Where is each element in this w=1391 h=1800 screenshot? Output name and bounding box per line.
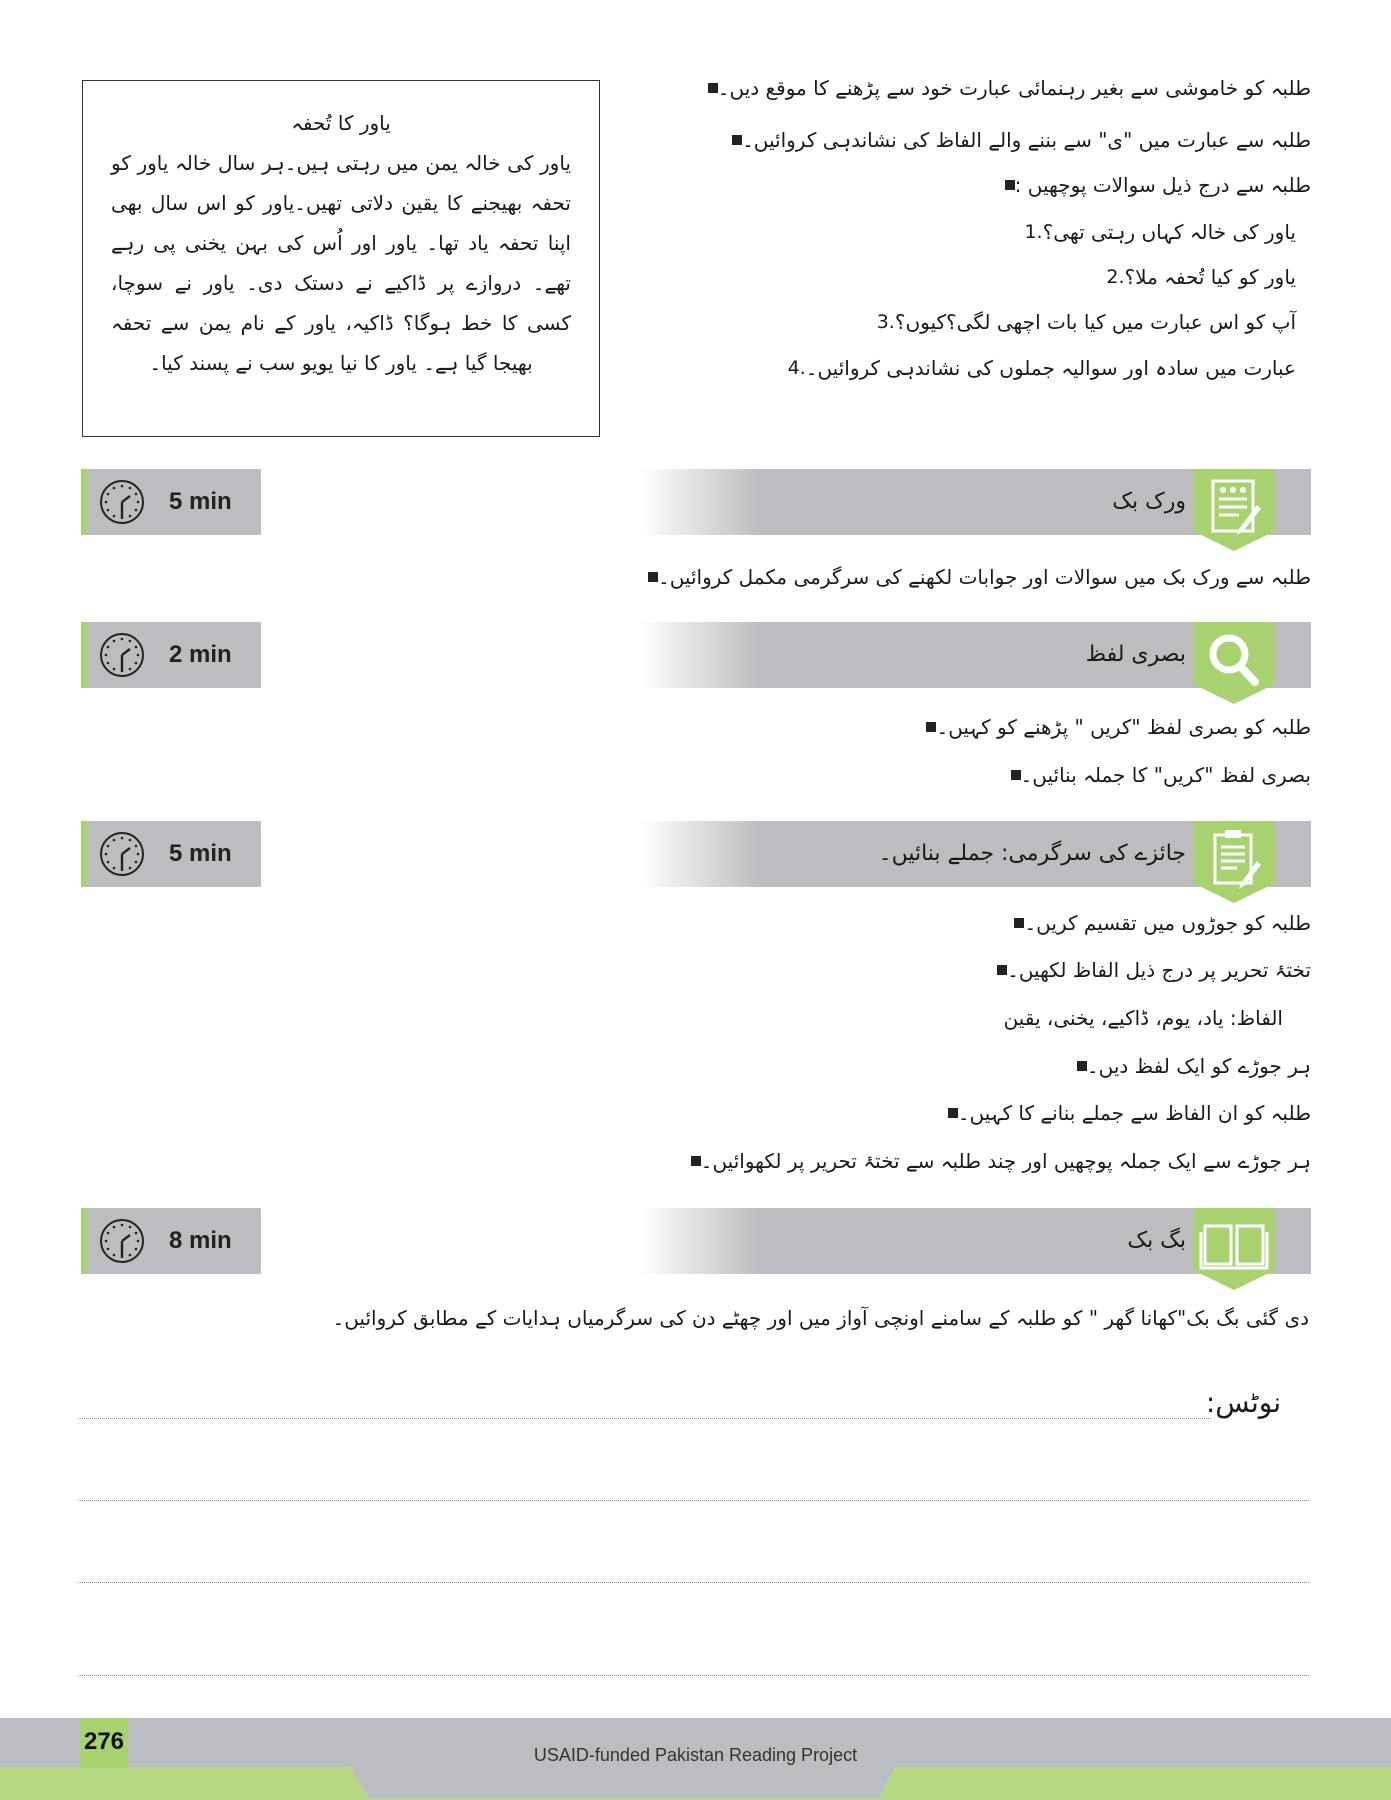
story-box	[82, 80, 600, 437]
section-title: بصری لفظ	[1085, 642, 1186, 667]
bullet-icon	[1077, 1061, 1087, 1071]
timer-label: 5 min	[169, 840, 232, 867]
section-bullet: ہر جوڑے کو ایک لفظ دیں۔	[1055, 1046, 1311, 1086]
intro-bullet: طلبہ سے درج ذیل سوالات پوچھیں :	[983, 165, 1311, 205]
section-bullet: بصری لفظ "کریں" کا جملہ بنائیں۔	[989, 755, 1311, 795]
word-list: الفاظ: یاد، یوم، ڈاکیے، یخنی، یقین	[1003, 1006, 1283, 1030]
clock-icon	[97, 829, 147, 879]
clipboard-icon	[1193, 821, 1275, 903]
bullet-icon	[926, 722, 936, 732]
workbook-icon	[1193, 469, 1275, 551]
open-book-icon	[1193, 1208, 1275, 1290]
section-bullet: تختۂ تحریر پر درج ذیل الفاظ لکھیں۔	[975, 950, 1311, 990]
intro-bullet: طلبہ سے عبارت میں "ی" سے بننے والے الفاظ کی نشاندہی کروائیں۔	[710, 120, 1311, 160]
section-header-workbook	[640, 469, 1311, 535]
notes-label: نوٹس:	[1205, 1386, 1281, 1419]
timer-label: 2 min	[169, 641, 232, 668]
timer-badge	[81, 622, 261, 688]
footer-text: USAID-funded Pakistan Reading Project	[533, 1745, 858, 1765]
note-line[interactable]	[78, 1418, 1211, 1419]
section-title: ورک بک	[1112, 489, 1186, 514]
bullet-icon	[708, 83, 718, 93]
timer-badge	[81, 1208, 261, 1274]
story-title: یاور کا تُحفہ	[291, 111, 391, 135]
page-number: 276	[80, 1718, 128, 1768]
timer-label: 5 min	[169, 488, 232, 515]
clock-icon	[97, 1216, 147, 1266]
question-item: 4. عبارت میں سادہ اور سوالیہ جملوں کی نشاندہی کروائیں۔	[787, 356, 1296, 380]
bullet-icon	[948, 1108, 958, 1118]
timer-badge	[81, 821, 261, 887]
question-item: 3. آپ کو اس عبارت میں کیا بات اچھی لگی؟کیوں؟	[876, 310, 1296, 334]
timer-badge	[81, 469, 261, 535]
section-bullet: طلبہ کو جوڑوں میں تقسیم کریں۔	[992, 903, 1311, 943]
section-bullet: طلبہ کو بصری لفظ "کریں " پڑھنے کو کہیں۔	[904, 707, 1311, 747]
note-line[interactable]	[78, 1675, 1309, 1676]
bullet-icon	[997, 965, 1007, 975]
bullet-icon	[1005, 180, 1015, 190]
clock-icon	[97, 477, 147, 527]
timer-label: 8 min	[169, 1227, 232, 1254]
story-body: یاور کی خالہ یمن میں رہتی ہیں۔ہر سال خالہ یاور کو تحفہ بھیجنے کا یقین دلاتی تھیں۔یاور کو اس سال بھی اپنا تحفہ یاد تھا۔ یاور اور اُس کی بہن یخنی پی رہے تھے۔ دروازے پر ڈاکیے نے دستک دی۔ یاور نے سوچا، کسی کا خط ہوگا؟ ڈاکیہ، یاور کے نام یمن سے تحفہ بھیجا گیا ہے۔ یاور کا نیا یویو سب نے پسند کیا۔	[111, 151, 571, 375]
bullet-icon	[732, 135, 742, 145]
question-item: 2. یاور کو کیا تُحفہ ملا؟	[1106, 265, 1296, 289]
section-title: بگ بک	[1127, 1228, 1186, 1253]
bullet-icon	[691, 1156, 701, 1166]
clock-icon	[97, 630, 147, 680]
section-bullet: طلبہ کو ان الفاظ سے جملے بنانے کا کہیں۔	[926, 1093, 1311, 1133]
question-item: 1. یاور کی خالہ کہاں رہتی تھی؟	[1024, 220, 1296, 244]
bullet-icon	[1011, 770, 1021, 780]
note-line[interactable]	[78, 1582, 1309, 1583]
section-header-assessment	[640, 821, 1311, 887]
section-title: جائزے کی سرگرمی: جملے بنائیں۔	[878, 841, 1186, 866]
big-book-instruction: دی گئی بگ بک"کھانا گھر " کو طلبہ کے سامنے اونچی آواز میں اور چھٹے دن کی سرگرمیاں ہدایات کے مطابق کروائیں۔	[332, 1306, 1309, 1330]
note-line[interactable]	[78, 1500, 1309, 1501]
section-bullet: طلبہ سے ورک بک میں سوالات اور جوابات لکھنے کی سرگرمی مکمل کروائیں۔	[626, 557, 1311, 597]
intro-bullet: طلبہ کو خاموشی سے بغیر رہنمائی عبارت خود سے پڑھنے کا موقع دیں۔	[686, 68, 1311, 108]
magnifier-icon	[1193, 622, 1275, 704]
section-header-big-book	[640, 1208, 1311, 1274]
section-header-sight-word	[640, 622, 1311, 688]
section-bullet: ہر جوڑے سے ایک جملہ پوچھیں اور چند طلبہ سے تختۂ تحریر پر لکھوائیں۔	[669, 1141, 1311, 1181]
bullet-icon	[648, 572, 658, 582]
bullet-icon	[1014, 918, 1024, 928]
